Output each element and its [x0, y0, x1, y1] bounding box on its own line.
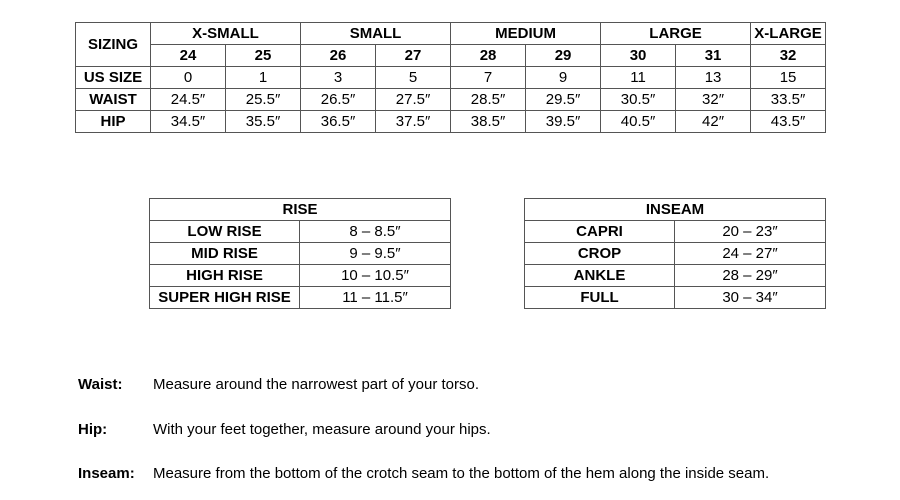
- size-group-medium: MEDIUM: [451, 23, 601, 45]
- table-cell: 11: [601, 67, 676, 89]
- note-label: Inseam:: [78, 465, 135, 482]
- hip-row: [76, 111, 826, 133]
- size-number: 24: [151, 45, 226, 67]
- table-cell: 10 – 10.5″: [300, 265, 451, 287]
- row-label: HIGH RISE: [150, 265, 300, 287]
- row-label: CROP: [525, 243, 675, 265]
- table-cell: 25.5″: [226, 89, 301, 111]
- row-label: SUPER HIGH RISE: [150, 287, 300, 309]
- table-cell: 1: [226, 67, 301, 89]
- note-text: Measure around the narrowest part of your torso.: [153, 376, 480, 393]
- table-cell: 3: [301, 67, 376, 89]
- table-row: [150, 221, 451, 243]
- size-chart-table: [75, 22, 826, 133]
- inseam-table-title: INSEAM: [525, 199, 826, 221]
- size-number: 28: [451, 45, 526, 67]
- table-cell: 15: [751, 67, 826, 89]
- table-row: [150, 243, 451, 265]
- row-label: CAPRI: [525, 221, 675, 243]
- us-size-row: [76, 67, 826, 89]
- table-cell: 26.5″: [301, 89, 376, 111]
- table-cell: 24 – 27″: [675, 243, 826, 265]
- table-cell: 32″: [676, 89, 751, 111]
- note-inseam: [78, 465, 769, 482]
- note-label: Hip:: [78, 421, 108, 438]
- note-label: Waist:: [78, 376, 123, 393]
- note-text: With your feet together, measure around your hips.: [153, 421, 491, 438]
- table-row: [525, 265, 826, 287]
- size-number: 30: [601, 45, 676, 67]
- row-label: HIP: [76, 111, 151, 133]
- table-cell: 5: [376, 67, 451, 89]
- table-cell: 11 – 11.5″: [300, 287, 451, 309]
- sizing-corner-label: SIZING: [76, 23, 151, 67]
- table-cell: 28.5″: [451, 89, 526, 111]
- size-group-small: SMALL: [301, 23, 451, 45]
- size-number: 32: [751, 45, 826, 67]
- table-cell: 40.5″: [601, 111, 676, 133]
- table-cell: 9: [526, 67, 601, 89]
- row-label: FULL: [525, 287, 675, 309]
- size-number-row: [76, 45, 826, 67]
- row-label: MID RISE: [150, 243, 300, 265]
- table-cell: 36.5″: [301, 111, 376, 133]
- table-cell: 8 – 8.5″: [300, 221, 451, 243]
- rise-table: [149, 198, 451, 309]
- table-row: [525, 243, 826, 265]
- table-row: [150, 287, 451, 309]
- note-text: Measure from the bottom of the crotch seam to the bottom of the hem along the inside seam.: [153, 465, 770, 482]
- table-cell: 43.5″: [751, 111, 826, 133]
- table-row: [525, 221, 826, 243]
- rise-table-title: RISE: [150, 199, 451, 221]
- table-cell: 24.5″: [151, 89, 226, 111]
- inseam-table: [524, 198, 826, 309]
- table-cell: 35.5″: [226, 111, 301, 133]
- row-label: LOW RISE: [150, 221, 300, 243]
- table-row: [525, 287, 826, 309]
- size-group-xsmall: X-SMALL: [151, 23, 301, 45]
- table-row: [150, 265, 451, 287]
- size-group-xlarge: X-LARGE: [751, 23, 826, 45]
- row-label: WAIST: [76, 89, 151, 111]
- size-group-row: [76, 23, 826, 45]
- size-group-large: LARGE: [601, 23, 751, 45]
- table-cell: 7: [451, 67, 526, 89]
- size-number: 29: [526, 45, 601, 67]
- note-hip: [78, 421, 491, 438]
- note-waist: [78, 376, 479, 393]
- size-number: 27: [376, 45, 451, 67]
- size-number: 26: [301, 45, 376, 67]
- table-cell: 30 – 34″: [675, 287, 826, 309]
- table-cell: 9 – 9.5″: [300, 243, 451, 265]
- row-label: US SIZE: [76, 67, 151, 89]
- size-number: 25: [226, 45, 301, 67]
- table-cell: 28 – 29″: [675, 265, 826, 287]
- size-number: 31: [676, 45, 751, 67]
- table-cell: 27.5″: [376, 89, 451, 111]
- table-cell: 0: [151, 67, 226, 89]
- row-label: ANKLE: [525, 265, 675, 287]
- table-cell: 33.5″: [751, 89, 826, 111]
- table-cell: 37.5″: [376, 111, 451, 133]
- table-cell: 34.5″: [151, 111, 226, 133]
- table-cell: 39.5″: [526, 111, 601, 133]
- table-cell: 20 – 23″: [675, 221, 826, 243]
- table-cell: 38.5″: [451, 111, 526, 133]
- table-cell: 30.5″: [601, 89, 676, 111]
- waist-row: [76, 89, 826, 111]
- table-cell: 29.5″: [526, 89, 601, 111]
- table-cell: 42″: [676, 111, 751, 133]
- table-cell: 13: [676, 67, 751, 89]
